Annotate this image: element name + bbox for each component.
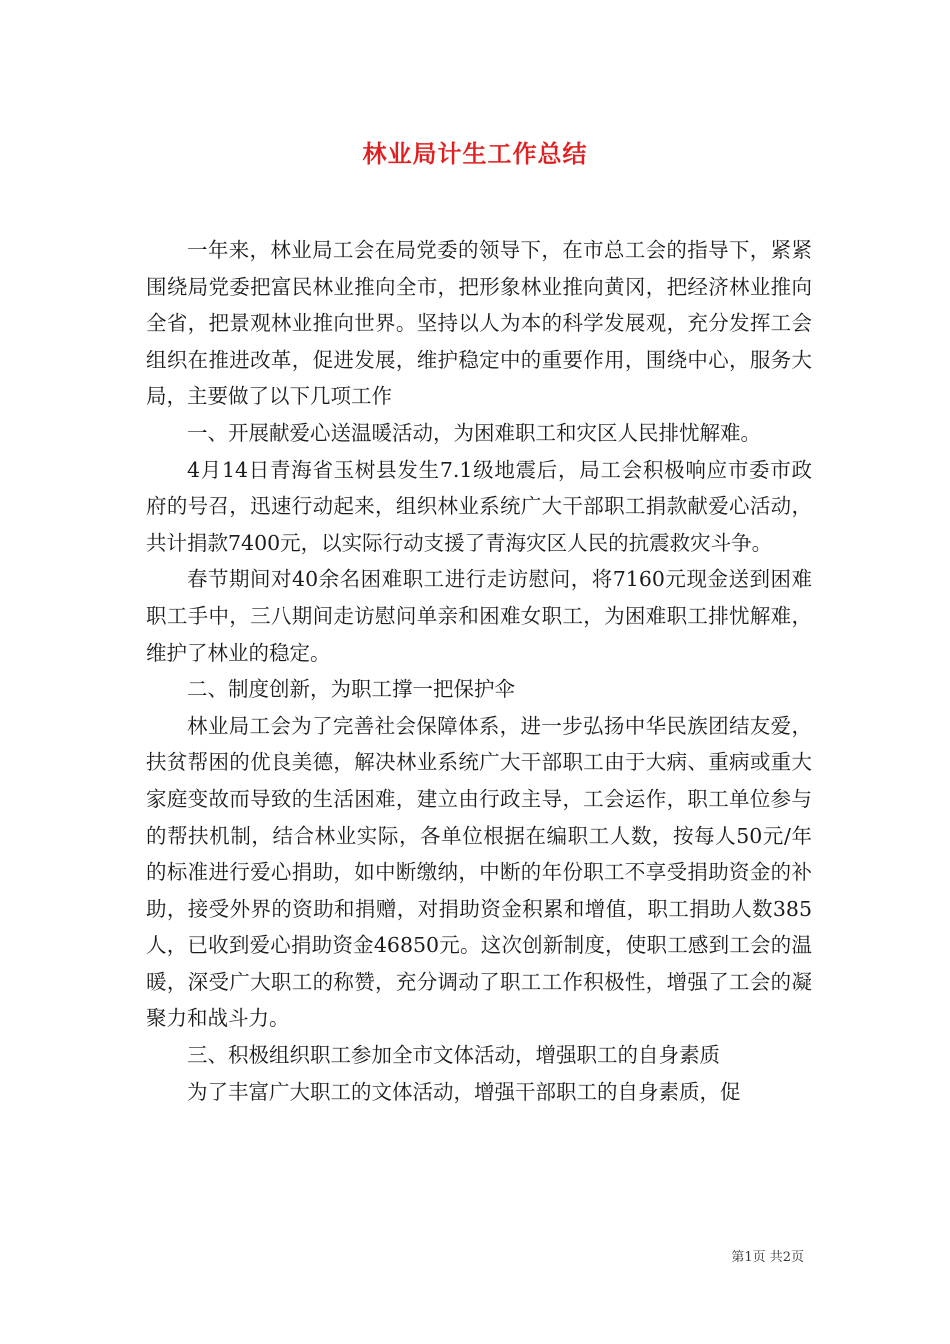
- paragraph: 为了丰富广大职工的文体活动，增强干部职工的自身素质，促: [187, 1079, 741, 1104]
- paragraph: 林业局工会为了完善社会保障体系，进一步弘扬中华民族团结友爱，扶贫帮困的优良美德，解决林业系统广大干部职工由于大病、重病或重大家庭变故而导致的生活困难，建立由行政主导，工会运作，职工单位参与的帮扶机制，结合林业实际，各单位根据在编职工人数，按每人50元/年的标准进行爱心捐助，如中断缴纳，中断的年份职工不享受捐助资金的补助，接受外界的资助和捐赠，对捐助资金积累和增值，职工捐助人数385人，已收到爱心捐助资金46850元。这次创新制度，使职工感到工会的温暖，深受广大职工的称赞，充分调动了职工工作积极性，增强了工会的凝聚力和战斗力。: [146, 713, 812, 1031]
- paragraph: 二、制度创新，为职工撑一把保护伞: [187, 677, 515, 702]
- paragraph: 一年来，林业局工会在局党委的领导下，在市总工会的指导下，紧紧围绕局党委把富民林业推向全市，把形象林业推向黄冈，把经济林业推向全省，把景观林业推向世界。坚持以人为本的科学发展观，充分发挥工会组织在推进改革，促进发展，维护稳定中的重要作用，围绕中心，服务大局，主要做了以下几项工作: [146, 238, 812, 409]
- document-title: 林业局计生工作总结: [362, 140, 588, 168]
- paragraph: 4月14日青海省玉树县发生7.1级地震后，局工会积极响应市委市政府的号召，迅速行动起来，组织林业系统广大干部职工捐款献爱心活动，共计捐款7400元，以实际行动支援了青海灾区人民的抗震救灾斗争。: [146, 457, 812, 555]
- document-body: [146, 232, 812, 1110]
- page-number-footer: 第1页 共2页: [731, 1250, 804, 1265]
- paragraph: 春节期间对40余名困难职工进行走访慰问，将7160元现金送到困难职工手中，三八期间走访慰问单亲和困难女职工，为困难职工排忧解难，维护了林业的稳定。: [146, 567, 812, 665]
- paragraph: 一、开展献爱心送温暖活动，为困难职工和灾区人民排忧解难。: [187, 420, 761, 445]
- paragraph: 三、积极组织职工参加全市文体活动，增强职工的自身素质: [187, 1043, 720, 1068]
